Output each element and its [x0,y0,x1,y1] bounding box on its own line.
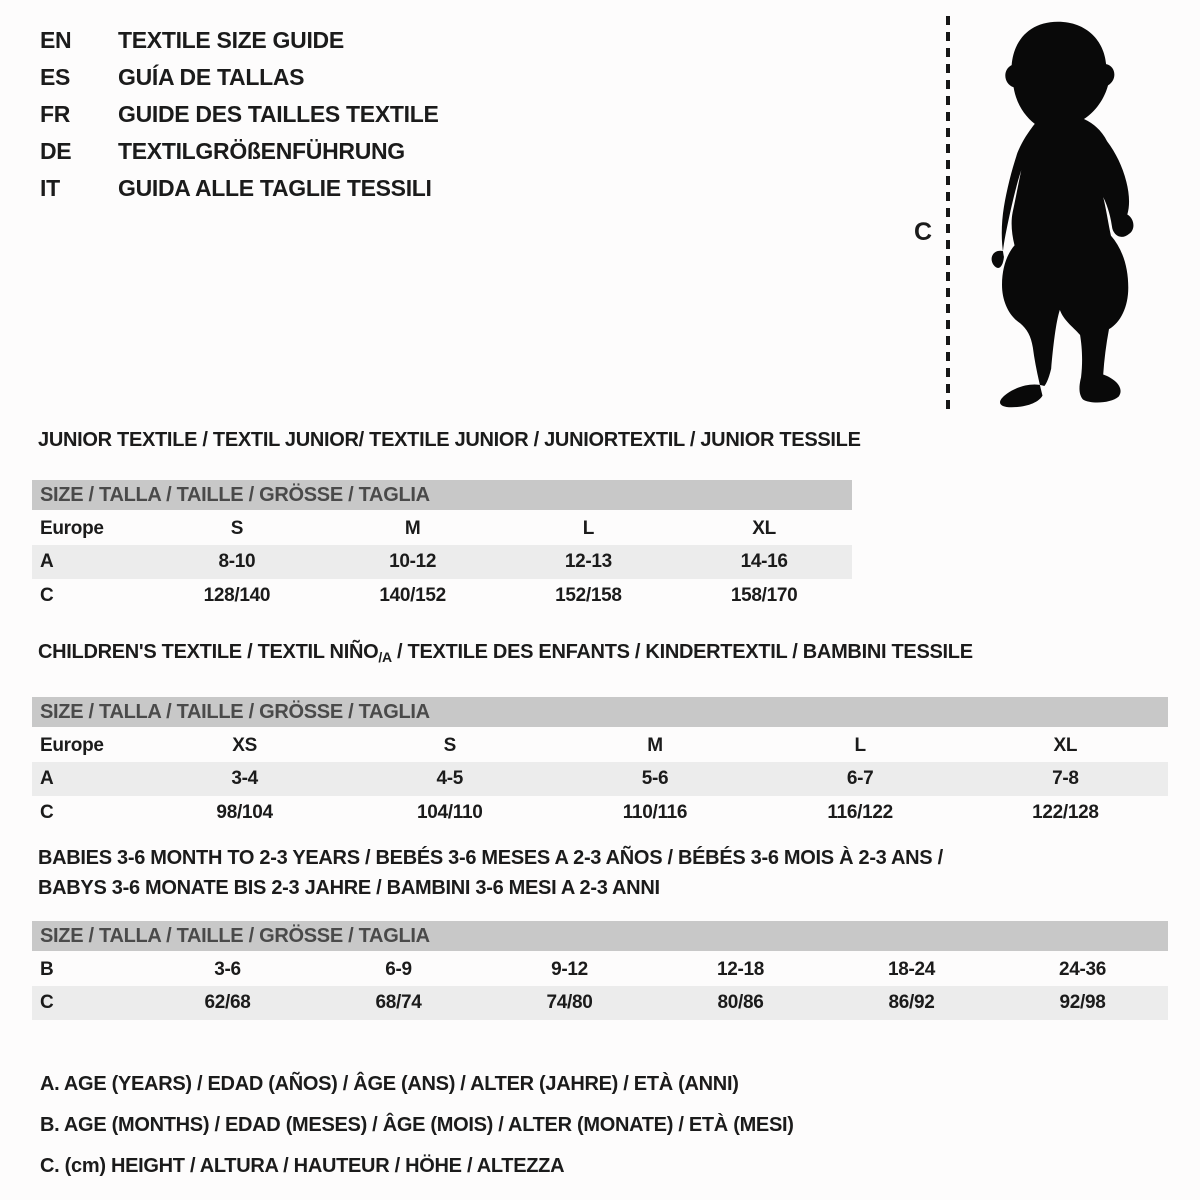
junior-size-table [32,480,852,613]
age-cell: 8-10 [149,545,325,579]
size-cell: S [443,734,456,756]
legend-line-c: C. (cm) HEIGHT / ALTURA / HAUTEUR / HÖHE / ALTEZZA [40,1155,565,1177]
row-label-c: C [32,986,142,1020]
table-row-age-months [32,952,1168,986]
height-cell: 158/170 [730,585,798,606]
age-cell: 9-12 [551,958,588,980]
language-code: DE [40,138,72,164]
row-label-europe: Europe [40,517,104,539]
language-row-fr [40,96,439,133]
height-cell: 80/86 [655,986,826,1020]
language-row-es [40,59,439,96]
title-subscript: /A [378,649,392,665]
height-cell: 122/128 [1032,802,1099,823]
table-row-europe [32,511,852,545]
height-cell: 116/122 [827,802,893,823]
language-row-it [40,170,439,207]
language-row-de [40,133,439,170]
guide-title-es: GUÍA DE TALLAS [118,64,305,90]
guide-title-it: GUIDA ALLE TAGLIE TESSILI [118,175,432,201]
age-cell: 14-16 [676,545,852,579]
babies-size-table [32,921,1168,1020]
language-code: FR [40,101,71,127]
size-header-row [32,480,852,511]
babies-title-line2: BABYS 3-6 MONATE BIS 2-3 JAHRE / BAMBINI 3-6 MESI A 2-3 ANNI [38,877,660,899]
table-row-age-years [32,762,1168,796]
size-cell: S [230,517,244,539]
height-cell: 152/158 [555,585,622,606]
age-cell: 6-7 [758,762,963,796]
row-label-b: B [40,958,54,980]
row-label-a: A [32,545,149,579]
language-row-en [40,22,439,59]
height-cell: 110/116 [622,802,688,823]
legend-line-a: A. AGE (YEARS) / EDAD (AÑOS) / ÂGE (ANS) / ALTER (JAHRE) / ETÀ (ANNI) [40,1073,739,1095]
size-header-row [32,697,1168,728]
toddler-silhouette-icon [968,14,1143,414]
title-text: CHILDREN'S TEXTILE / TEXTIL NIÑO [38,641,379,663]
height-cell: 104/110 [417,802,483,823]
age-cell: 24-36 [1058,958,1107,980]
table-row-europe [32,728,1168,762]
row-label-c: C [40,585,54,606]
age-cell: 12-18 [716,958,765,980]
age-cell: 3-6 [214,958,241,980]
size-header-label: SIZE / TALLA / TAILLE / GRÖSSE / TAGLIA [32,921,1168,952]
height-cell: 98/104 [216,802,273,823]
size-cell: L [582,517,595,539]
title-text: / TEXTILE DES ENFANTS / KINDERTEXTIL / BAMBINI TESSILE [391,641,973,663]
guide-title-de: TEXTILGRÖßENFÜHRUNG [118,138,405,164]
size-cell: L [854,734,866,756]
guide-title-fr: GUIDE DES TAILLES TEXTILE [118,101,439,127]
size-cell: XS [232,734,257,756]
junior-section-title: JUNIOR TEXTILE / TEXTIL JUNIOR/ TEXTILE JUNIOR / JUNIORTEXTIL / JUNIOR TESSILE [38,429,861,451]
height-figure [900,14,1150,418]
row-label-c: C [40,802,54,823]
size-cell: M [647,734,663,756]
language-title-list [40,22,439,207]
age-cell: 12-13 [501,545,677,579]
childrens-size-table [32,697,1168,830]
junior-textile-section [32,428,861,613]
age-cell: 10-12 [325,545,501,579]
row-label-a: A [32,762,142,796]
language-code: EN [40,27,72,53]
language-code: ES [40,64,71,90]
size-cell: XL [1053,734,1078,756]
size-cell: M [404,517,421,539]
table-row-age-years [32,545,852,579]
language-code: IT [40,175,60,201]
age-cell: 4-5 [347,762,552,796]
table-row-height-cm [32,796,1168,830]
age-cell: 5-6 [552,762,757,796]
size-header-label: SIZE / TALLA / TAILLE / GRÖSSE / TAGLIA [32,480,852,511]
height-cell: 86/92 [826,986,997,1020]
legend-line-b: B. AGE (MONTHS) / EDAD (MESES) / ÂGE (MOIS) / ALTER (MONATE) / ETÀ (MESI) [40,1114,794,1136]
babies-section-title [38,843,1168,903]
height-cell: 92/98 [997,986,1168,1020]
height-cell: 74/80 [484,986,655,1020]
guide-title-en: TEXTILE SIZE GUIDE [118,27,344,53]
height-measure-label: C [914,218,932,246]
height-measure-dashed-line [946,16,950,414]
size-cell: XL [752,517,776,539]
age-cell: 3-4 [142,762,347,796]
childrens-section-title [38,640,1168,669]
height-cell: 128/140 [203,585,271,606]
childrens-textile-section [32,640,1168,830]
table-row-height-cm [32,579,852,613]
row-label-europe: Europe [40,734,104,756]
size-header-row [32,921,1168,952]
babies-textile-section [32,843,1168,1020]
age-cell: 18-24 [887,958,936,980]
height-cell: 68/74 [313,986,484,1020]
age-cell: 6-9 [385,958,412,980]
age-cell: 7-8 [963,762,1168,796]
measurement-legend [40,1064,794,1187]
babies-title-line1: BABIES 3-6 MONTH TO 2-3 YEARS / BEBÉS 3-6 MESES A 2-3 AÑOS / BÉBÉS 3-6 MOIS À 2-3 ANS / [38,847,943,869]
height-cell: 140/152 [379,585,446,606]
size-header-label: SIZE / TALLA / TAILLE / GRÖSSE / TAGLIA [32,697,1168,728]
height-cell: 62/68 [142,986,313,1020]
table-row-height-cm [32,986,1168,1020]
